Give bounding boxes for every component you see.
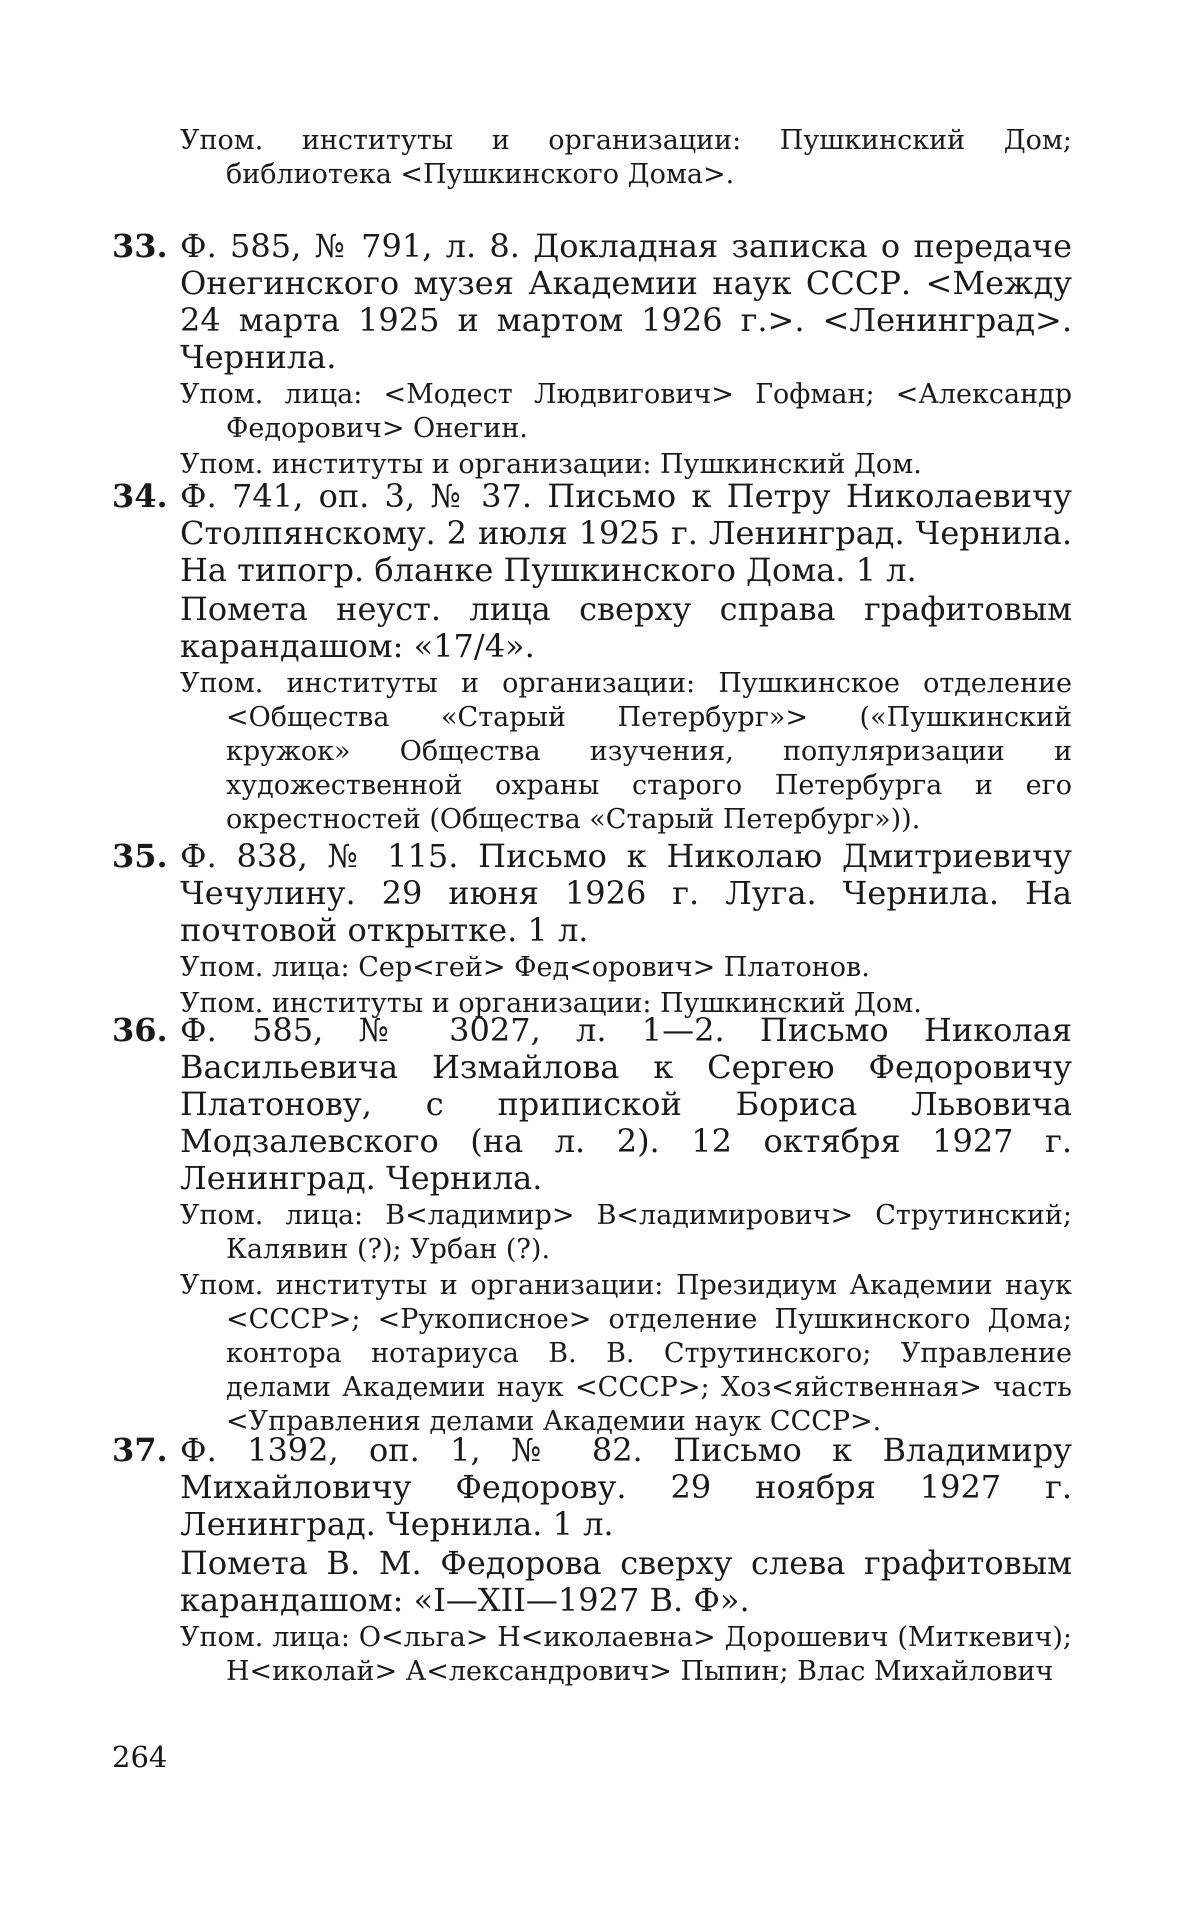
entry-main [112,838,1072,949]
orgs-line: Упом. институты и организации: Пушкинское отделение <Общества «Старый Петербург»> («Пушкинский кружок» Общества изучения, популяризации и художественной охраны старого Петербурга и его окрестностей (Общества «Старый Петербург»)). [180,668,1072,835]
entry-main [112,478,1072,589]
persons-line: Упом. лица: Сер<гей> Фед<орович> Платонов. [180,952,870,983]
entry-number: 37. [112,1431,168,1469]
entry-description: Ф. 838, № 115. Письмо к Николаю Дмитриевичу Чечулину. 29 июня 1926 г. Луга. Чернила. На почтовой открытке. 1 л. [180,837,1072,949]
entry-description: Ф. 741, оп. 3, № 37. Письмо к Петру Николаевичу Столпянскому. 2 июля 1925 г. Ленинград. Чернила. На типогр. бланке Пушкинского Дома. 1 л. [180,477,1072,589]
entry-36 [112,1012,1072,1439]
orgs-line: Упом. институты и организации: Пушкинский Дом. [180,988,922,1019]
orgs-line: Упом. институты и организации: Президиум Академии наук <СССР>; <Рукописное> отделение Пушкинского Дома; контора нотариуса В. В. Струтинского; Управление делами Академии наук <СССР>; Хоз<яйственная> часть <Управления делами Академии наук СССР>. [180,1270,1072,1437]
entry-34 [112,478,1072,837]
entry-main [112,1432,1072,1543]
entry-description: Ф. 1392, оп. 1, № 82. Письмо к Владимиру Михайловичу Федорову. 29 ноября 1927 г. Ленинград. Чернила. 1 л. [180,1431,1072,1543]
orgs-line: Упом. институты и организации: Пушкинский Дом. [180,449,922,480]
orgs-line: Упом. институты и организации: Пушкинский Дом; библиотека <Пушкинского Дома>. [180,125,1072,190]
entry-number: 35. [112,837,168,875]
entry-35 [112,838,1072,1021]
persons-line: Упом. лица: О<льга> Н<иколаевна> Дорошевич (Миткевич); Н<иколай> А<лександрович> Пыпин; Влас Михайлович [180,1622,1072,1687]
entry-33 [112,228,1072,482]
entry-number: 34. [112,477,168,515]
persons-line: Упом. лица: В<ладимир> В<ладимирович> Струтинский; Калявин (?); Урбан (?). [180,1200,1072,1265]
page-number: 264 [112,1740,168,1774]
carryover-entry [112,124,1072,192]
entry-main [112,1012,1072,1197]
note-line: Помета неуст. лица сверху справа графитовым карандашом: «17/4». [180,590,1072,665]
note-line: Помета В. М. Федорова сверху слева графитовым карандашом: «I—XII—1927 В. Ф». [180,1544,1072,1619]
entry-number: 33. [112,227,168,265]
entry-description: Ф. 585, № 3027, л. 1—2. Письмо Николая Васильевича Измайлова к Сергею Федоровичу Платонову, с припиской Бориса Львовича Модзалевского (на л. 2). 12 октября 1927 г. Ленинград. Чернила. [180,1011,1072,1197]
entry-main [112,228,1072,376]
entry-number: 36. [112,1011,168,1049]
persons-line: Упом. лица: <Модест Людвигович> Гофман; <Александр Федорович> Онегин. [180,379,1072,444]
entry-37 [112,1432,1072,1689]
entry-description: Ф. 585, № 791, л. 8. Докладная записка о передаче Онегинского музея Академии наук СССР. <Между 24 марта 1925 и мартом 1926 г.>. <Ленинград>. Чернила. [180,227,1072,376]
